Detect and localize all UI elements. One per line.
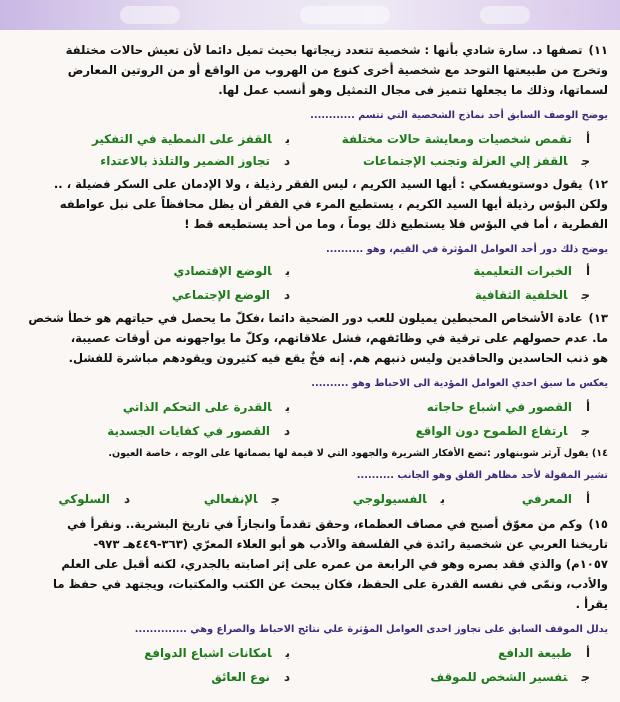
question-line: تاريخنا العربي عن شخصية رائدة في الفلسفة والأدب هو أبو العلاء المعرّي (٣٦٣-٤٤٩هـ ٩٧٣- <box>93 537 608 551</box>
option-text: القدرة على التحكم الذاتي <box>122 400 272 414</box>
option-d[interactable] <box>172 286 290 304</box>
option-d[interactable] <box>100 152 290 170</box>
option-d[interactable] <box>58 490 130 508</box>
option-text: السلوكي <box>58 492 110 506</box>
question-15-text <box>16 514 608 614</box>
question-line: الفطرية ، أما في البؤس فلا يستطيع ذلك يوماً ، وما من أحد يستطيعه قط ! <box>184 217 608 231</box>
option-c[interactable] <box>416 422 590 440</box>
option-letter: ج <box>581 154 590 168</box>
option-d[interactable] <box>107 422 290 440</box>
option-text: الخلفية الثقافية <box>474 288 568 302</box>
option-letter: ج <box>271 492 280 506</box>
question-11-text <box>16 40 608 100</box>
header-ornament <box>480 6 530 24</box>
question-14-text <box>16 446 608 462</box>
option-text: تفسير الشخص للموقف <box>430 670 568 684</box>
option-b[interactable] <box>144 644 290 662</box>
question-line: والأدب، ونمّى في نفسه القدرة على الحفظ، فكان يبحث عن الكتب والمكتبات، ويجتهد في حفظ ما <box>53 577 608 591</box>
option-letter: د <box>283 154 290 168</box>
option-text: نوع العائق <box>211 670 270 684</box>
option-a[interactable] <box>427 398 590 416</box>
option-a[interactable] <box>522 490 590 508</box>
option-text: القفز على النمطية في التفكير <box>92 132 272 146</box>
question-line: عادة الأشخاص المحبطين يميلون للعب دور الضحية دائما ،فكلّ ما يحصل في حياتهم هو خطأ شخص <box>28 311 583 325</box>
option-text: تجاوز الضمير والتلذذ بالاعتداء <box>100 154 270 168</box>
option-text: القصور في كفايات الجسدية <box>107 424 270 438</box>
question-number: ١١) <box>588 43 608 57</box>
question-line: لسماتها، وذلك ما يجعلها تتميز فى مجال التمثيل وهو أنسب عمل لها. <box>218 83 608 97</box>
option-b[interactable] <box>353 490 445 508</box>
option-text: القصور في اشباع حاجاته <box>426 400 572 414</box>
question-line: يقرأ . <box>575 597 608 611</box>
option-letter: ب <box>285 132 290 146</box>
question-13-text <box>16 308 608 368</box>
option-b[interactable] <box>123 398 290 416</box>
question-line: ما. عدم حصولهم على ترقية في وظائفهم، فشل علاقاتهم، وكلّ ما يواجهونه من أوقات عصيبة، <box>70 331 608 345</box>
option-letter: أ <box>585 400 590 414</box>
option-c[interactable] <box>430 668 590 686</box>
question-12-text <box>16 174 608 234</box>
option-letter: ج <box>581 288 590 302</box>
question-line: ١٠٥٧م) والذي فقد بصره وهو في الرابعة من عمره على إثر اصابته بالجدري، لكنه أقبل على العلم <box>61 557 608 571</box>
question-prompt: تشير المقولة لأحد مظاهر القلق وهو الجانب .......... <box>356 470 608 481</box>
option-letter: ب <box>285 646 290 660</box>
option-letter: ب <box>440 492 445 506</box>
question-number: ١٥) <box>588 517 608 531</box>
question-number: ١٤) <box>591 448 608 459</box>
question-line: ولكن البؤس رذيلة أيها السيد الكريم ، يستطيع المرء في الفقر أن يظل محافظاً على نبل عواطفه <box>59 197 608 211</box>
option-letter: ج <box>581 670 590 684</box>
option-letter: ب <box>285 264 290 278</box>
question-prompt: يوضح الوصف السابق أحد نماذج الشخصية التي تتسم ............ <box>310 110 608 121</box>
option-letter: أ <box>585 264 590 278</box>
question-prompt: يدلل الموقف السابق على تجاوز احدى العوامل المؤثرة علي نتائج الاحباط والصراع وهي .............. <box>134 624 608 635</box>
header-decoration-band <box>0 0 620 30</box>
option-letter: أ <box>585 132 590 146</box>
header-ornament <box>120 6 180 24</box>
option-text: ارتفاع الطموح دون الواقع <box>415 424 568 438</box>
question-line: يقول دوستويفسكي : أيها السيد الكريم ، ليس الفقر رذيلة ، ولا الإدمان على السكر فضيلة ، .. <box>53 177 583 191</box>
question-line: هو ذنب الحاسدين والحاقدين وليس ذنبهم هم. إنه فخٌ يقع فيه كثيرون ويقودهم مباشرة للفشل. <box>68 351 608 365</box>
option-text: الوضع الإقتصادي <box>173 264 272 278</box>
question-line: وكم من معوّق أصبح في مصاف العظماء، وحقق تقدماً وانجازاً في تاريخ البشرية.. ونقرأ في <box>67 517 583 531</box>
option-c[interactable] <box>363 152 590 170</box>
option-letter: د <box>123 492 130 506</box>
header-ornament <box>300 6 390 24</box>
question-prompt: يعكس ما سبق احدي العوامل المؤدية الى الاحباط وهو .......... <box>311 378 608 389</box>
question-number: ١٣) <box>588 311 608 325</box>
option-a[interactable] <box>473 262 590 280</box>
question-prompt: يوضح ذلك دور أحد العوامل المؤثرة في القيم، وهو .......... <box>326 244 608 255</box>
option-letter: د <box>283 288 290 302</box>
question-line: تصفها د. سارة شادي بأنها : شخصية تتعدد زيجاتها بحيث تميل دائما لأن تعيش حالات مختلفة <box>65 43 583 57</box>
option-text: الإنفعالي <box>203 492 258 506</box>
option-text: امكانات اشباع الدوافع <box>144 646 272 660</box>
option-d[interactable] <box>211 668 290 686</box>
option-text: الخبرات التعليمية <box>473 264 572 278</box>
question-number: ١٢) <box>588 177 608 191</box>
option-letter: د <box>283 424 290 438</box>
option-b[interactable] <box>173 262 290 280</box>
question-line: وتخرج من طبيعتها التوحد مع شخصية أخرى كنوع من الهروب من الواقع أو من الروتين المعارض <box>67 63 608 77</box>
question-line: يقول آرثر شوبنهاور :تضع الأفكار الشريرة والجهود التي لا قيمة لها بصماتها على الوجه ، خاصة العيون. <box>108 448 589 459</box>
option-letter: أ <box>585 492 590 506</box>
option-text: القفز إلي العزلة وتجنب الإجتماعات <box>363 154 568 168</box>
option-a[interactable] <box>342 130 590 148</box>
option-letter: د <box>283 670 290 684</box>
option-text: طبيعة الدافع <box>498 646 572 660</box>
option-a[interactable] <box>498 644 590 662</box>
option-text: المعرفي <box>521 492 572 506</box>
option-text: الوضع الإجتماعي <box>172 288 270 302</box>
option-c[interactable] <box>204 490 280 508</box>
option-letter: أ <box>585 646 590 660</box>
option-text: تقمص شخصيات ومعايشة حالات مختلفة <box>341 132 572 146</box>
option-b[interactable] <box>92 130 290 148</box>
option-letter: ج <box>581 424 590 438</box>
plus-ornament-icon: ✚ <box>560 6 572 22</box>
option-letter: ب <box>285 400 290 414</box>
option-text: الفسيولوجي <box>352 492 427 506</box>
option-c[interactable] <box>475 286 590 304</box>
